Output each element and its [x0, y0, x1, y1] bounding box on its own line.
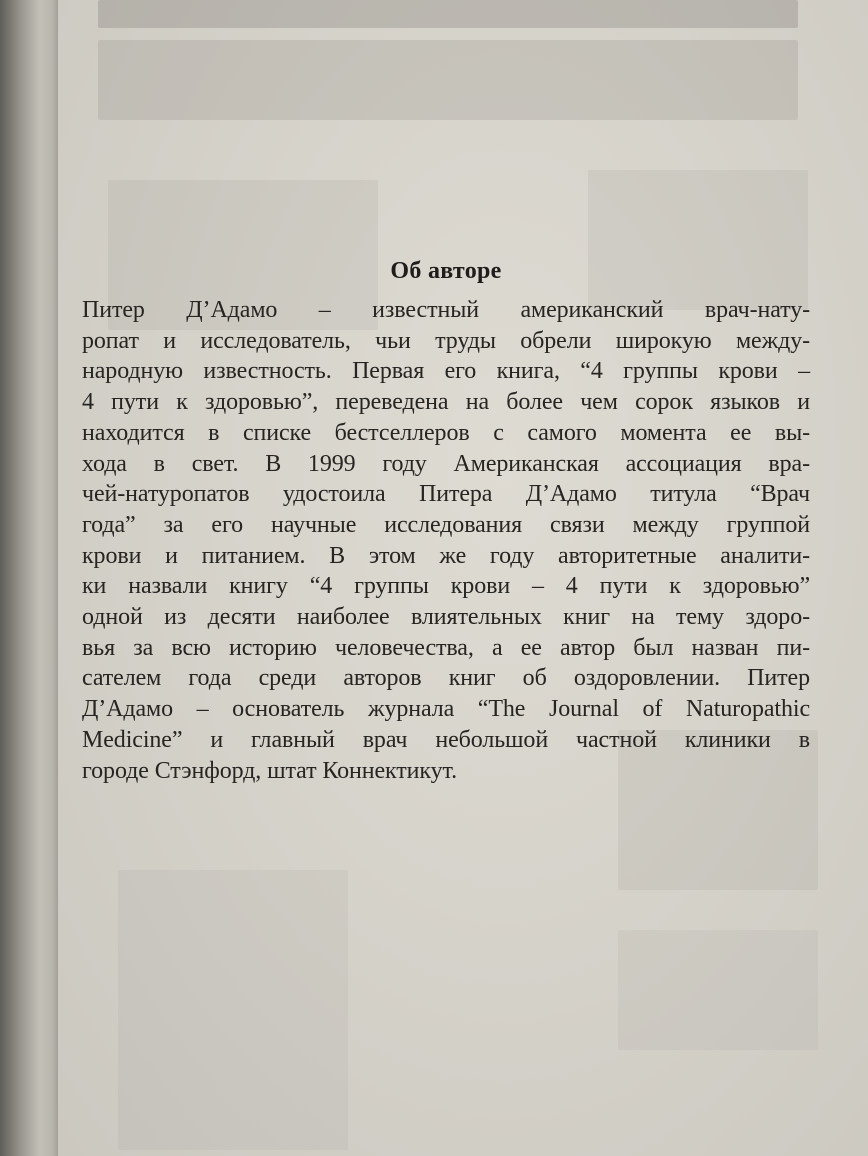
about-author-section: [82, 258, 810, 786]
text-line: вья за всю историю человечества, а ее автор был назван пи-: [82, 634, 810, 661]
text-line: Питер Д’Адамо – известный американский врач-нату-: [82, 297, 810, 323]
book-spine-edge: [0, 0, 58, 1156]
text-line: городе Стэнфорд, штат Коннектикут.: [82, 757, 457, 784]
text-line: ки назвали книгу “4 группы крови – 4 пути к здоровью”: [82, 573, 810, 600]
text-line: Д’Адамо – основатель журнала “The Journal of Naturopathic: [82, 696, 810, 723]
text-line: крови и питанием. В этом же году авторитетные аналити-: [82, 542, 810, 569]
text-line: сателем года среди авторов книг об оздоровлении. Питер: [82, 665, 810, 692]
show-through-header: [98, 0, 798, 28]
text-line: Medicine” и главный врач небольшой частной клиники в: [82, 726, 810, 753]
author-bio-text: [82, 295, 810, 786]
text-line: года” за его научные исследования связи между группой: [82, 511, 810, 538]
show-through-text-bottom-right: [618, 930, 818, 1050]
text-line: одной из десяти наиболее влиятельных книг на тему здоро-: [82, 604, 810, 631]
text-line: хода в свет. В 1999 году Американская ассоциация вра-: [82, 450, 810, 477]
text-line: находится в списке бестселлеров с самого момента ее вы-: [82, 419, 810, 446]
show-through-image-bottom-left: [118, 870, 348, 1150]
text-line: народную известность. Первая его книга, “4 группы крови –: [82, 358, 810, 385]
text-line: 4 пути к здоровью”, переведена на более чем сорок языков и: [82, 389, 810, 416]
section-title: Об авторе: [390, 258, 502, 284]
text-line: ропат и исследователь, чьи труды обрели широкую между-: [82, 327, 810, 354]
text-line: чей-натуропатов удостоила Питера Д’Адамо титула “Врач: [82, 481, 810, 508]
show-through-header-lines: [98, 40, 798, 120]
